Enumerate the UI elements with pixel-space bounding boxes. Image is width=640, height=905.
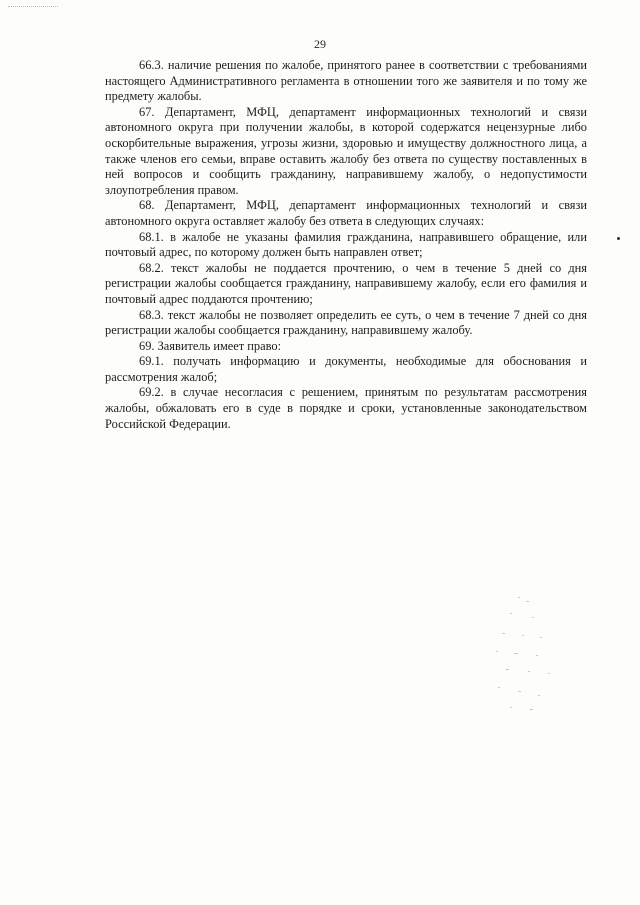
- scan-artifact: [8, 6, 58, 10]
- paragraph-69: 69. Заявитель имеет право:: [139, 338, 282, 353]
- faint-stamp-mark: [488, 595, 558, 715]
- paragraph-69-1: 69.1. получать информацию и документы, необходимые для обоснования и рассмотрения жалоб;: [105, 354, 587, 384]
- paragraph-69-2: 69.2. в случае несогласия с решением, принятым по результатам рассмотрения жалобы, обжаловать его в суде в порядке и сроки, установленные законодательством Российской Федерации.: [105, 385, 587, 431]
- scan-speck: [617, 237, 620, 240]
- page-number: 29: [314, 37, 326, 51]
- paragraph-68-3: 68.3. текст жалобы не позволяет определить ее суть, о чем в течение 7 дней со дня регистрации жалобы сообщается гражданину, направившему жалобу.: [105, 307, 587, 338]
- paragraph-68-1: 68.1. в жалобе не указаны фамилия гражданина, направившего обращение, или почтовый адрес, по которому должен быть направлен ответ;: [105, 229, 587, 260]
- paragraph-68: 68. Департамент, МФЦ, департамент информационных технологий и связи автономного округа оставляет жалобу без ответа в следующих случаях:: [105, 198, 587, 228]
- paragraph-67: 67. Департамент, МФЦ, департамент информационных технологий и связи автономного округа при получении жалобы, в которой содержатся нецензурные либо оскорбительные выражения, угрозы жизни, здоровью и имуществу должностного лица, а также членов его семьи, вправе оставить жалобу без ответа по существу поставленных в ней вопросов и сообщить гражданину, направившему жалобу, о недопустимости злоупотребления правом.: [105, 104, 587, 197]
- paragraph-68-2: 68.2. текст жалобы не поддается прочтению, о чем в течение 5 дней со дня регистрации жалобы сообщается гражданину, направившему жалобу, если его фамилия и почтовый адрес поддаются прочтению;: [105, 260, 587, 306]
- paragraph-66-3: 66.3. наличие решения по жалобе, принятого ранее в соответствии с требованиями настоящего Административного регламента в отношении того же заявителя и по тому же предмету жалобы.: [105, 58, 587, 104]
- document-body: [105, 58, 587, 432]
